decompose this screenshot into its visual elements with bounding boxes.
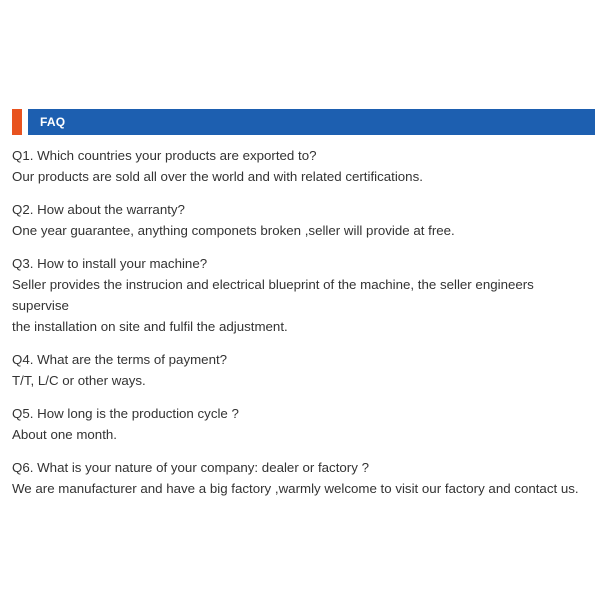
- faq-answer: T/T, L/C or other ways.: [12, 373, 146, 388]
- faq-question: Q6. What is your nature of your company: dealer or factory ?: [12, 460, 369, 475]
- faq-list: [12, 145, 592, 511]
- faq-answer-line: supervise: [12, 298, 69, 313]
- faq-item-5: [12, 403, 592, 445]
- faq-answer: One year guarantee, anything componets broken ,seller will provide at free.: [12, 223, 455, 238]
- faq-header: [12, 109, 595, 135]
- faq-answer-line: Seller provides the instrucion and electrical blueprint of the machine, the seller engineers: [12, 277, 534, 292]
- faq-answer: About one month.: [12, 427, 117, 442]
- faq-item-1: [12, 145, 592, 187]
- faq-title-bar: [28, 109, 595, 135]
- faq-question: Q5. How long is the production cycle ?: [12, 406, 239, 421]
- faq-question: Q3. How to install your machine?: [12, 256, 208, 271]
- faq-answer-line: the installation on site and fulfil the adjustment.: [12, 319, 288, 334]
- faq-title: FAQ: [40, 115, 66, 129]
- faq-question: Q1. Which countries your products are exported to?: [12, 148, 317, 163]
- faq-item-4: [12, 349, 592, 391]
- faq-answer: Our products are sold all over the world and with related certifications.: [12, 169, 423, 184]
- faq-accent-block: [12, 109, 22, 135]
- faq-item-3: [12, 253, 592, 337]
- faq-answer: We are manufacturer and have a big factory ,warmly welcome to visit our factory and contact us.: [12, 481, 579, 496]
- faq-item-2: [12, 199, 592, 241]
- faq-question: Q4. What are the terms of payment?: [12, 352, 228, 367]
- faq-question: Q2. How about the warranty?: [12, 202, 185, 217]
- faq-item-6: [12, 457, 592, 499]
